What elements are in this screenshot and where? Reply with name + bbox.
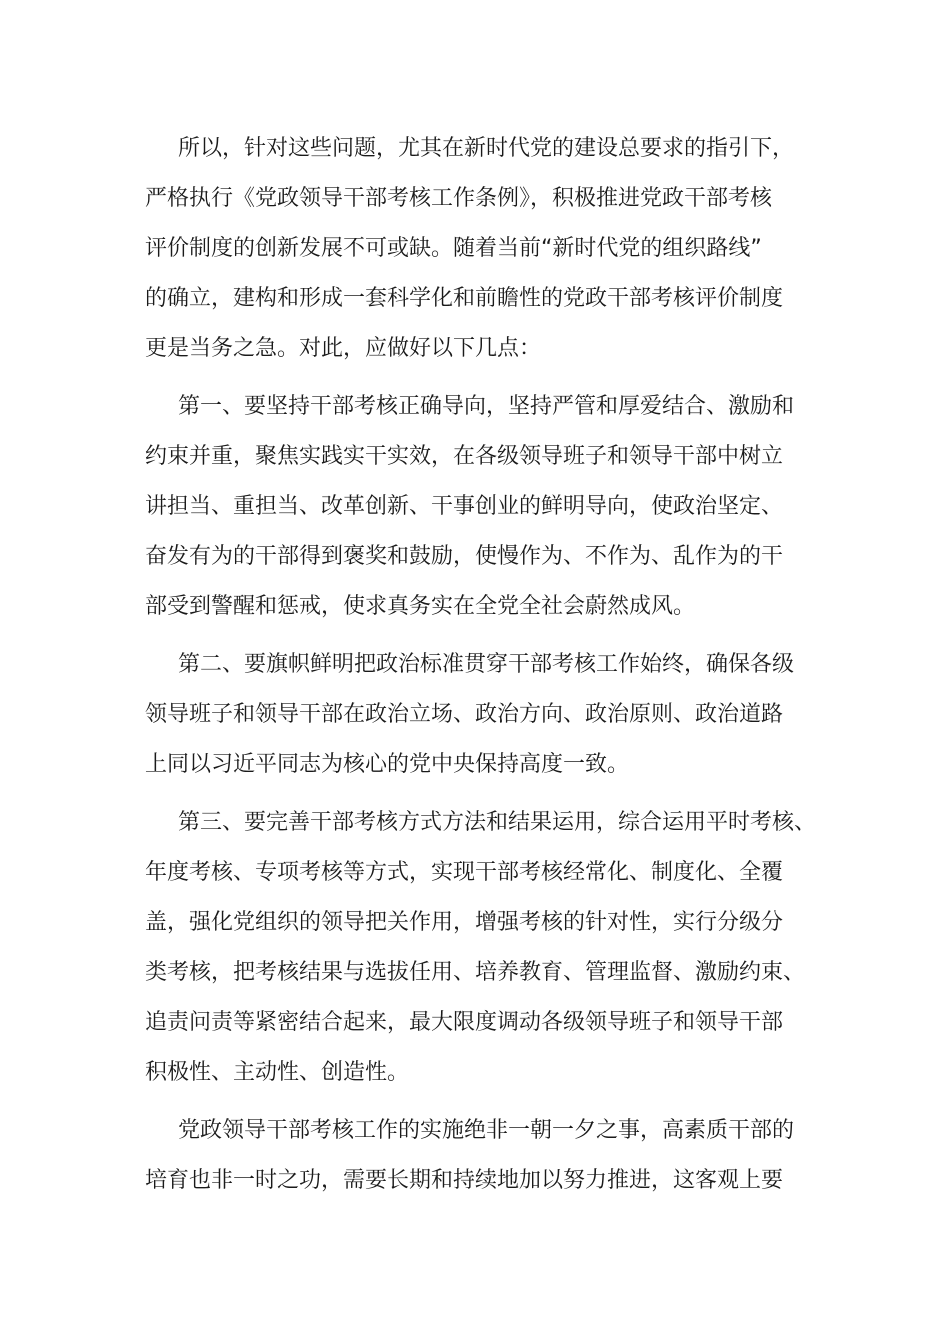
text-line: 类考核，把考核结果与选拔任用、培养教育、管理监督、激励约束、: [145, 960, 806, 985]
text-line: 第一、要坚持干部考核正确导向，坚持严管和厚爱结合、激励和: [178, 394, 795, 419]
text-line: 党政领导干部考核工作的实施绝非一朝一夕之事，高素质干部的: [178, 1118, 795, 1143]
document-body: [145, 124, 817, 1214]
paragraph-point-two: [145, 640, 805, 790]
text-line: 第二、要旗帜鲜明把政治标准贯穿干部考核工作始终，确保各级: [178, 652, 795, 677]
text-line: 积极性、主动性、创造性。: [145, 1060, 410, 1085]
text-line: 所以，针对这些问题，尤其在新时代党的建设总要求的指引下，: [178, 136, 795, 161]
text-line: 讲担当、重担当、改革创新、干事创业的鲜明导向，使政治坚定、: [145, 494, 784, 519]
text-line: 盖，强化党组织的领导把关作用，增强考核的针对性，实行分级分: [145, 910, 784, 935]
text-line: 培育也非一时之功，需要长期和持续地加以努力推进，这客观上要: [145, 1168, 784, 1193]
text-line: 严格执行《党政领导干部考核工作条例》，积极推进党政干部考核: [145, 186, 773, 211]
text-line: 上同以习近平同志为核心的党中央保持高度一致。: [145, 752, 630, 777]
text-line: 评价制度的创新发展不可或缺。随着当前“新时代党的组织路线”: [145, 236, 762, 261]
text-line: 第三、要完善干部考核方式方法和结果运用，综合运用平时考核、: [178, 810, 817, 835]
paragraph-point-one: [145, 382, 805, 632]
text-line: 领导班子和领导干部在政治立场、政治方向、政治原则、政治道路: [145, 702, 784, 727]
text-line: 年度考核、专项考核等方式，实现干部考核经常化、制度化、全覆: [145, 860, 784, 885]
paragraph-intro: [145, 124, 805, 374]
text-line: 奋发有为的干部得到褒奖和鼓励，使慢作为、不作为、乱作为的干: [145, 544, 784, 569]
text-line: 部受到警醒和惩戒，使求真务实在全党全社会蔚然成风。: [145, 594, 696, 619]
paragraph-point-three: [145, 798, 817, 1098]
text-line: 约束并重，聚焦实践实干实效，在各级领导班子和领导干部中树立: [145, 444, 784, 469]
text-line: 更是当务之急。对此，应做好以下几点：: [145, 336, 542, 361]
paragraph-conclusion: [145, 1106, 805, 1206]
text-line: 追责问责等紧密结合起来，最大限度调动各级领导班子和领导干部: [145, 1010, 784, 1035]
text-line: 的确立，建构和形成一套科学化和前瞻性的党政干部考核评价制度: [145, 286, 784, 311]
